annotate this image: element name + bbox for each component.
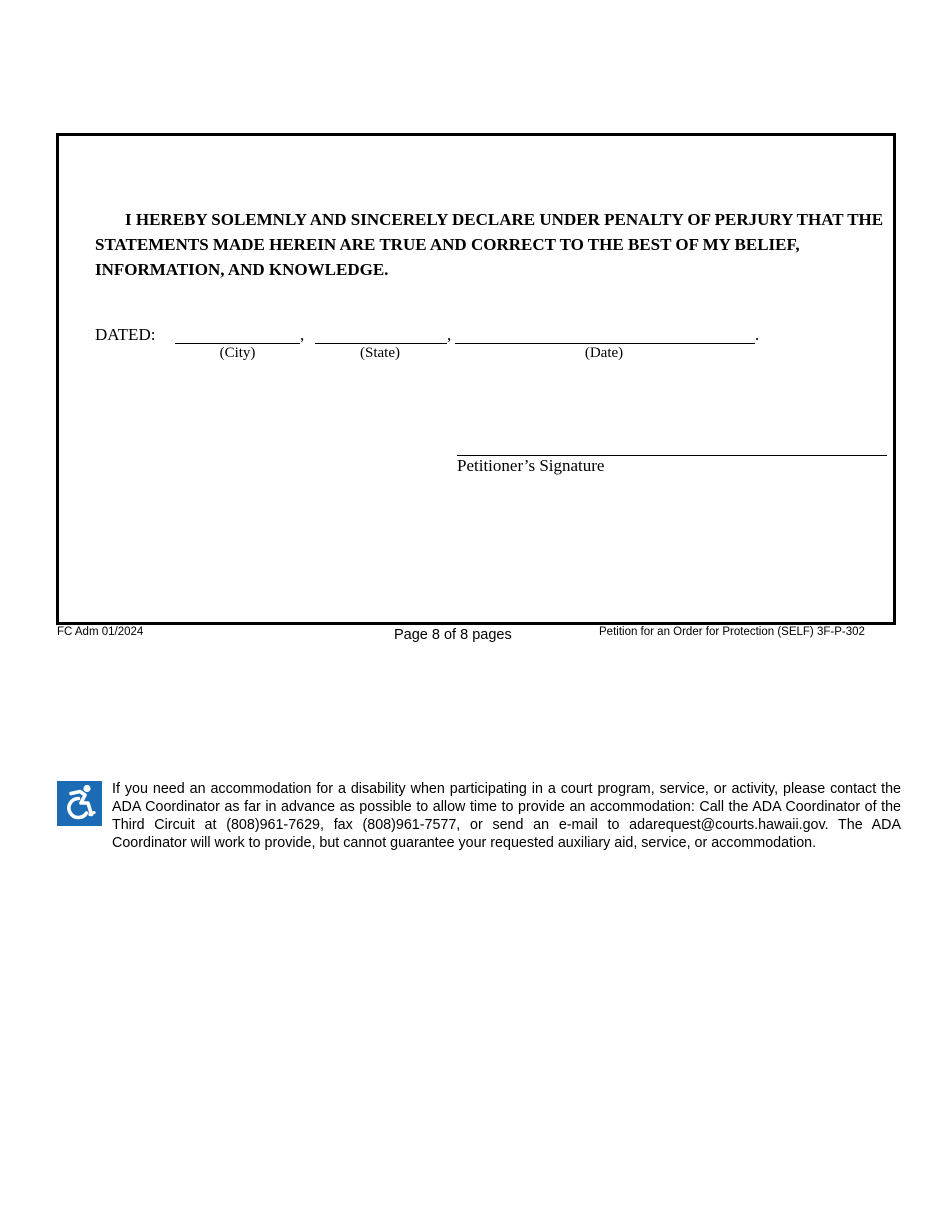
date-period: . <box>755 325 760 344</box>
city-comma: , <box>300 325 305 344</box>
date-caption: (Date) <box>584 345 624 361</box>
signature-label: Petitioner’s Signature <box>457 456 605 475</box>
accessibility-icon-graphic <box>57 781 102 826</box>
form-code: FC Adm 01/2024 <box>57 626 144 638</box>
state-comma: , <box>447 325 452 344</box>
state-blank[interactable] <box>315 343 447 344</box>
form-title: Petition for an Order for Protection (SELF) 3F-P-302 <box>599 626 865 638</box>
city-blank[interactable] <box>175 343 300 344</box>
date-blank[interactable] <box>455 343 755 344</box>
city-caption: (City) <box>219 345 256 361</box>
state-caption: (State) <box>360 345 400 361</box>
page-number: Page 8 of 8 pages <box>394 627 512 643</box>
dated-label: DATED: <box>95 325 156 344</box>
declaration-text: I HEREBY SOLEMNLY AND SINCERELY DECLARE UNDER PENALTY OF PERJURY THAT THE STATEMENTS MADE HEREIN ARE TRUE AND CORRECT TO THE BEST OF MY BELIEF, INFORMATION, AND KNOWLEDGE. <box>95 210 884 279</box>
accessibility-icon <box>57 781 102 826</box>
ada-notice: If you need an accommodation for a disability when participating in a court program, service, or activity, please contact the ADA Coordinator as far in advance as possible to allow time to provide an accommodation: Call the ADA Coordinator of the Third Circuit at (808)961-7629, fax (808)961-7577, or send an e-mail to adarequest@courts.hawaii.gov. The ADA Coordinator will work to provide, but cannot guarantee your requested auxiliary aid, service, or accommodation. <box>112 781 901 851</box>
